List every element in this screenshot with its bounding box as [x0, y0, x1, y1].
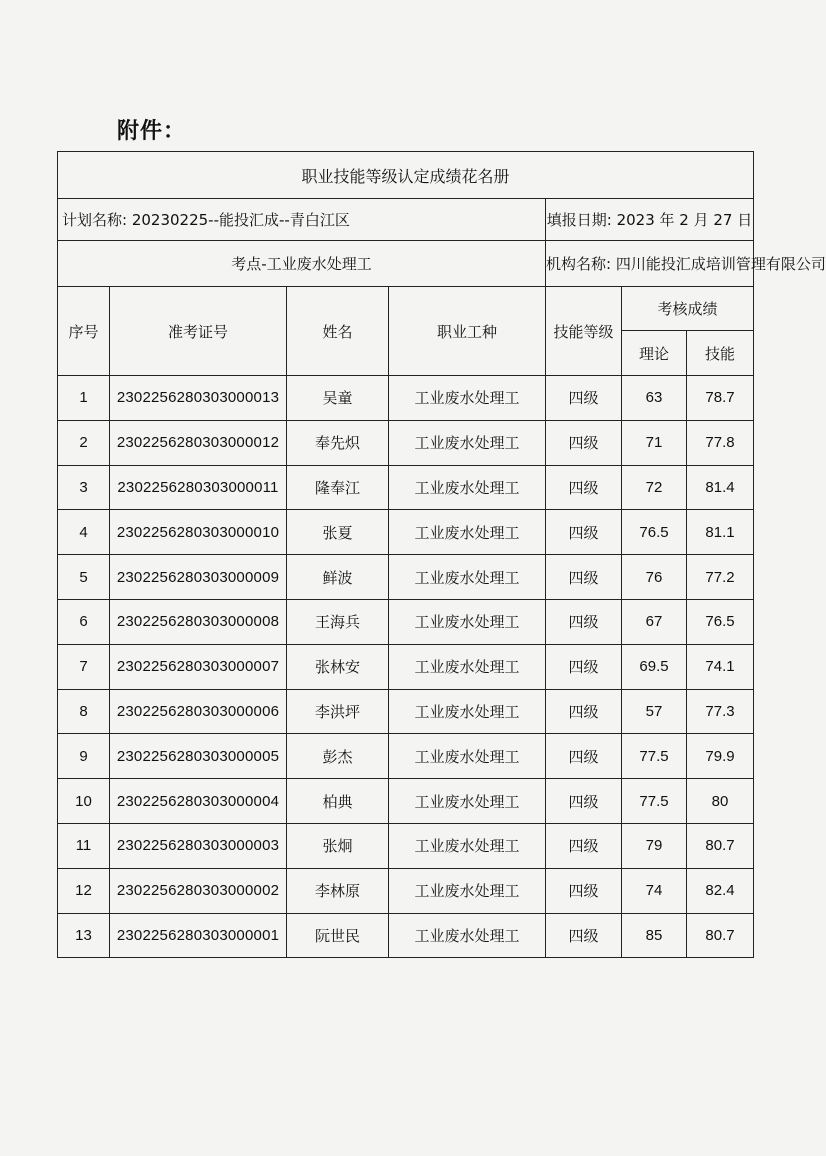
cert-no-cell: 2302256280303000013	[110, 376, 287, 421]
seq-cell: 11	[58, 823, 110, 868]
name-cell: 李林原	[287, 868, 389, 913]
theory-score-cell: 57	[622, 689, 687, 734]
seq-cell: 6	[58, 599, 110, 644]
table-row	[58, 689, 754, 734]
table-row	[58, 510, 754, 555]
cert-no-cell: 2302256280303000010	[110, 510, 287, 555]
name-cell: 隆奉江	[287, 465, 389, 510]
skill-level-cell: 四级	[546, 868, 622, 913]
table-row	[58, 868, 754, 913]
cert-no-cell: 2302256280303000012	[110, 420, 287, 465]
skill-level-cell: 四级	[546, 555, 622, 600]
theory-score-cell: 69.5	[622, 644, 687, 689]
cert-no-cell: 2302256280303000008	[110, 599, 287, 644]
header-skill-level: 技能等级	[546, 287, 622, 376]
table-row	[58, 644, 754, 689]
theory-score-cell: 76.5	[622, 510, 687, 555]
skill-level-cell: 四级	[546, 689, 622, 734]
occupation-cell: 工业废水处理工	[389, 376, 546, 421]
theory-score-cell: 85	[622, 913, 687, 958]
skill-level-cell: 四级	[546, 913, 622, 958]
table-row	[58, 823, 754, 868]
skill-score-cell: 82.4	[687, 868, 754, 913]
skill-level-cell: 四级	[546, 644, 622, 689]
skill-score-cell: 77.3	[687, 689, 754, 734]
cert-no-cell: 2302256280303000003	[110, 823, 287, 868]
table-row	[58, 376, 754, 421]
occupation-cell: 工业废水处理工	[389, 420, 546, 465]
table-row	[58, 779, 754, 824]
theory-score-cell: 76	[622, 555, 687, 600]
occupation-cell: 工业废水处理工	[389, 734, 546, 779]
cert-no-cell: 2302256280303000011	[110, 465, 287, 510]
theory-score-cell: 74	[622, 868, 687, 913]
theory-score-cell: 77.5	[622, 779, 687, 824]
header-seq: 序号	[58, 287, 110, 376]
cert-no-cell: 2302256280303000001	[110, 913, 287, 958]
occupation-cell: 工业废水处理工	[389, 868, 546, 913]
name-cell: 阮世民	[287, 913, 389, 958]
cert-no-cell: 2302256280303000004	[110, 779, 287, 824]
header-scores: 考核成绩	[622, 287, 754, 331]
skill-score-cell: 77.8	[687, 420, 754, 465]
skill-score-cell: 74.1	[687, 644, 754, 689]
skill-level-cell: 四级	[546, 510, 622, 555]
skill-level-cell: 四级	[546, 779, 622, 824]
cert-no-cell: 2302256280303000009	[110, 555, 287, 600]
name-cell: 吴童	[287, 376, 389, 421]
header-occupation: 职业工种	[389, 287, 546, 376]
document-title: 职业技能等级认定成绩花名册	[58, 152, 754, 199]
header-cert-no: 准考证号	[110, 287, 287, 376]
plan-name: 计划名称: 20230225--能投汇成--青白江区	[58, 199, 546, 241]
name-cell: 张夏	[287, 510, 389, 555]
occupation-cell: 工业废水处理工	[389, 823, 546, 868]
seq-cell: 3	[58, 465, 110, 510]
cert-no-cell: 2302256280303000006	[110, 689, 287, 734]
name-cell: 张炯	[287, 823, 389, 868]
seq-cell: 12	[58, 868, 110, 913]
cert-no-cell: 2302256280303000005	[110, 734, 287, 779]
cert-no-cell: 2302256280303000002	[110, 868, 287, 913]
occupation-cell: 工业废水处理工	[389, 644, 546, 689]
seq-cell: 2	[58, 420, 110, 465]
name-cell: 鲜波	[287, 555, 389, 600]
skill-level-cell: 四级	[546, 599, 622, 644]
seq-cell: 13	[58, 913, 110, 958]
theory-score-cell: 72	[622, 465, 687, 510]
occupation-cell: 工业废水处理工	[389, 599, 546, 644]
seq-cell: 7	[58, 644, 110, 689]
theory-score-cell: 71	[622, 420, 687, 465]
skill-score-cell: 80	[687, 779, 754, 824]
table-row	[58, 420, 754, 465]
skill-score-cell: 80.7	[687, 823, 754, 868]
theory-score-cell: 77.5	[622, 734, 687, 779]
skill-level-cell: 四级	[546, 465, 622, 510]
skill-level-cell: 四级	[546, 734, 622, 779]
seq-cell: 5	[58, 555, 110, 600]
occupation-cell: 工业废水处理工	[389, 913, 546, 958]
skill-level-cell: 四级	[546, 376, 622, 421]
seq-cell: 8	[58, 689, 110, 734]
name-cell: 李洪坪	[287, 689, 389, 734]
header-skill: 技能	[687, 331, 754, 376]
skill-level-cell: 四级	[546, 823, 622, 868]
skill-score-cell: 79.9	[687, 734, 754, 779]
theory-score-cell: 79	[622, 823, 687, 868]
occupation-cell: 工业废水处理工	[389, 465, 546, 510]
cert-no-cell: 2302256280303000007	[110, 644, 287, 689]
theory-score-cell: 63	[622, 376, 687, 421]
org-name: 机构名称: 四川能投汇成培训管理有限公司	[546, 241, 754, 287]
skill-score-cell: 78.7	[687, 376, 754, 421]
occupation-cell: 工业废水处理工	[389, 510, 546, 555]
table-row	[58, 599, 754, 644]
skill-score-cell: 77.2	[687, 555, 754, 600]
score-roster-table	[57, 151, 826, 958]
table-row	[58, 913, 754, 958]
seq-cell: 9	[58, 734, 110, 779]
seq-cell: 4	[58, 510, 110, 555]
name-cell: 王海兵	[287, 599, 389, 644]
name-cell: 柏典	[287, 779, 389, 824]
attachment-label: 附件：	[117, 119, 187, 144]
name-cell: 奉先炽	[287, 420, 389, 465]
skill-score-cell: 80.7	[687, 913, 754, 958]
exam-site: 考点-工业废水处理工	[58, 241, 546, 287]
occupation-cell: 工业废水处理工	[389, 779, 546, 824]
skill-score-cell: 81.4	[687, 465, 754, 510]
table-row	[58, 734, 754, 779]
fill-date: 填报日期: 2023 年 2 月 27 日	[546, 199, 754, 241]
theory-score-cell: 67	[622, 599, 687, 644]
table-row	[58, 465, 754, 510]
name-cell: 彭杰	[287, 734, 389, 779]
seq-cell: 1	[58, 376, 110, 421]
skill-score-cell: 76.5	[687, 599, 754, 644]
seq-cell: 10	[58, 779, 110, 824]
table-row	[58, 555, 754, 600]
header-name: 姓名	[287, 287, 389, 376]
skill-level-cell: 四级	[546, 420, 622, 465]
skill-score-cell: 81.1	[687, 510, 754, 555]
name-cell: 张林安	[287, 644, 389, 689]
header-theory: 理论	[622, 331, 687, 376]
occupation-cell: 工业废水处理工	[389, 555, 546, 600]
occupation-cell: 工业废水处理工	[389, 689, 546, 734]
